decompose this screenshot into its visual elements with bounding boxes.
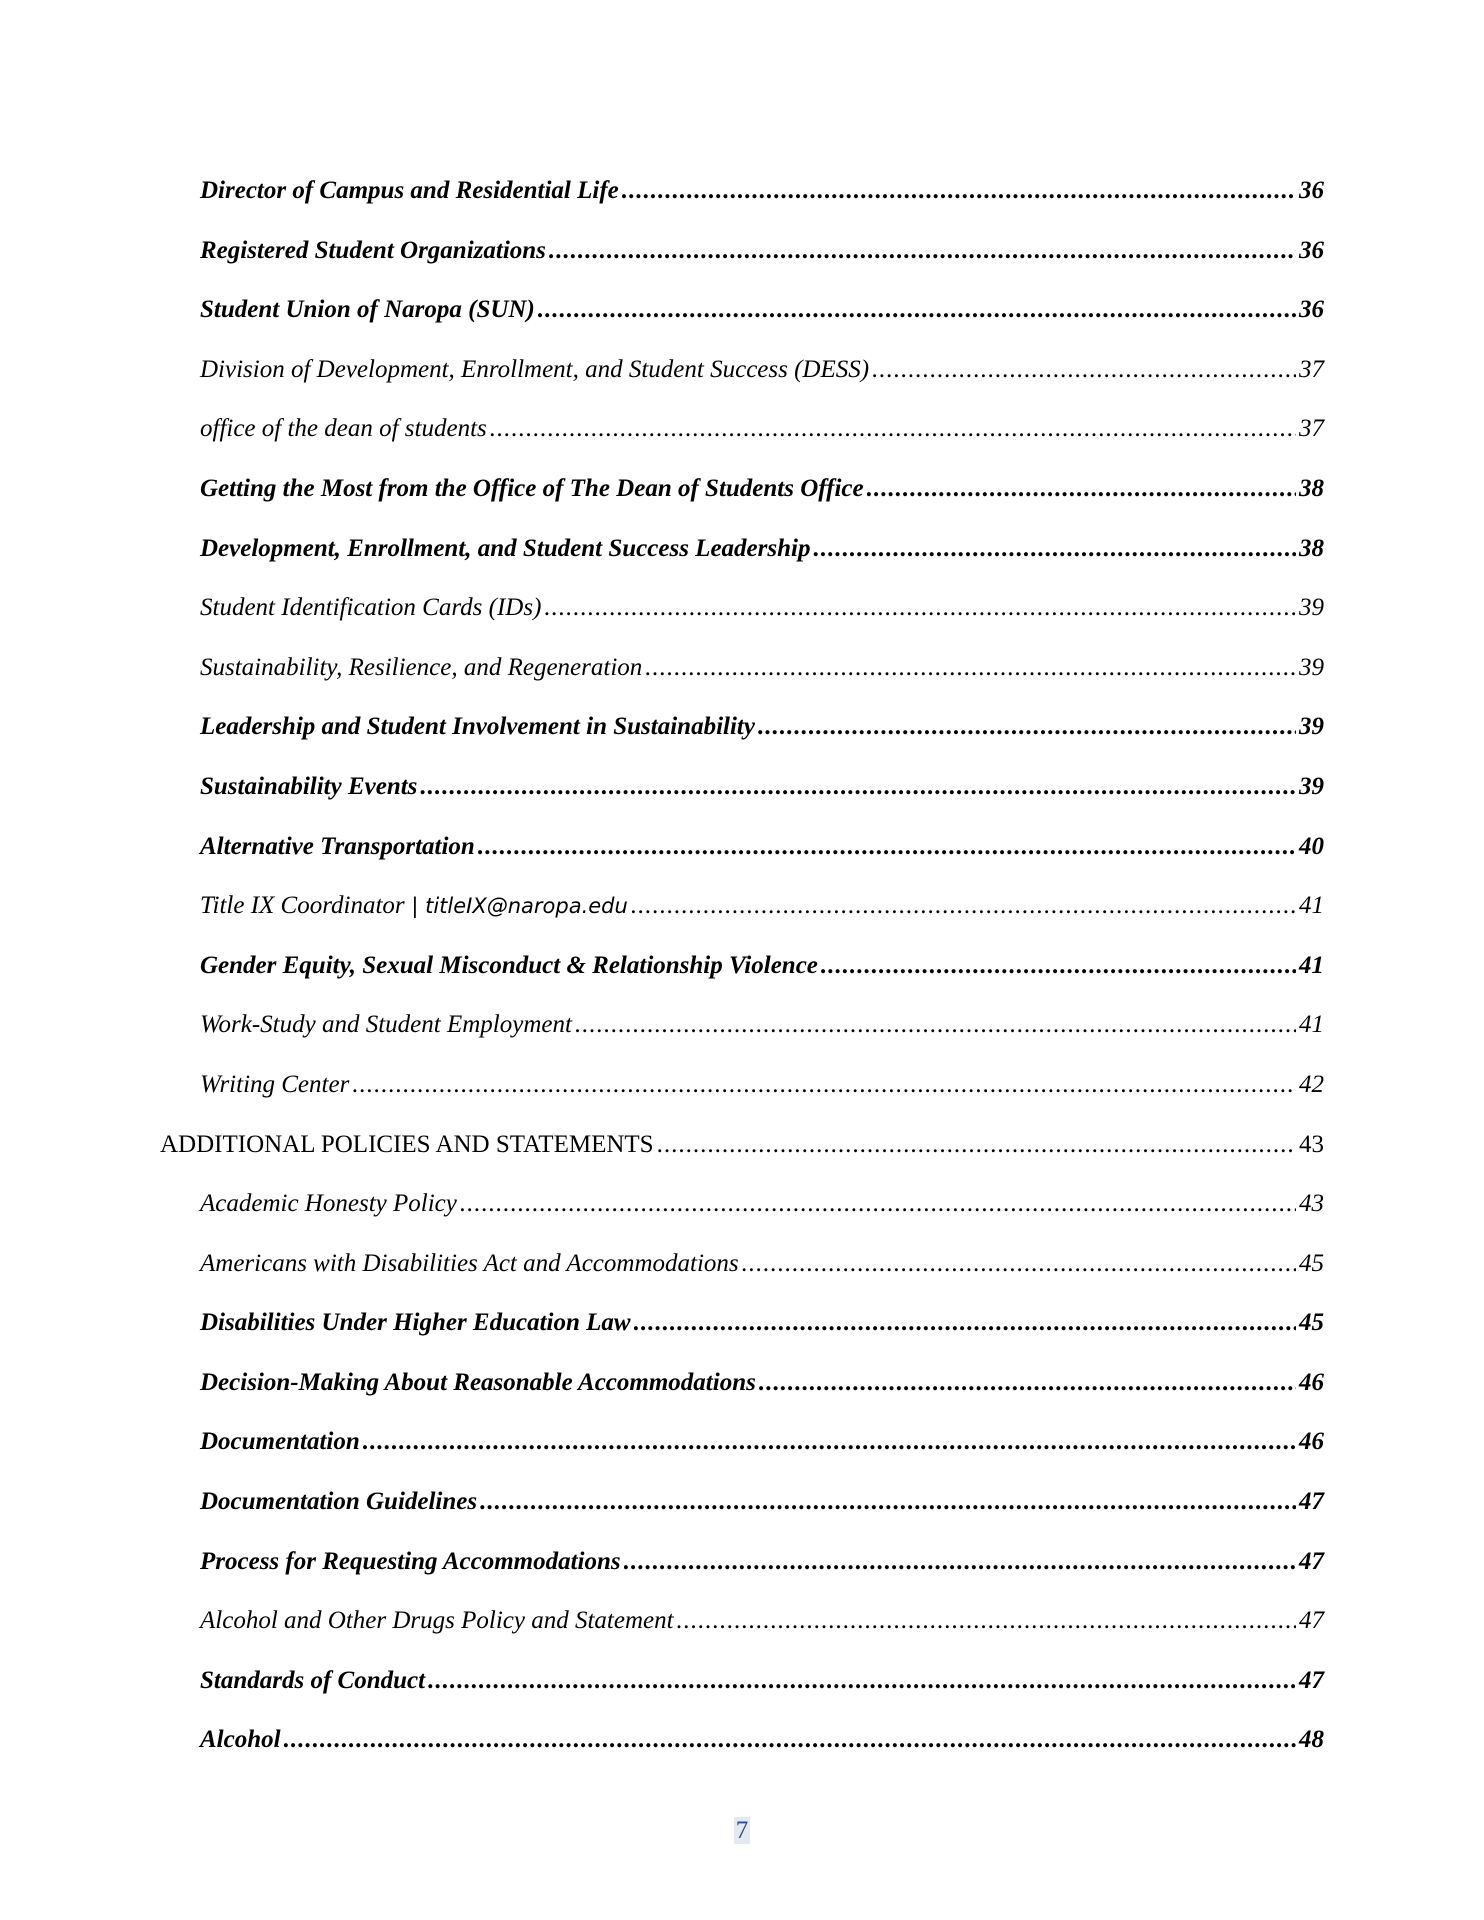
toc-entry-title-text: Director of Campus and Residential Life — [200, 177, 619, 204]
toc-dot-leader — [645, 653, 1296, 683]
toc-entry-page: 40 — [1299, 832, 1324, 860]
toc-entry-page: 48 — [1299, 1726, 1324, 1754]
toc-entry-title — [200, 1725, 281, 1755]
toc-dot-leader — [872, 355, 1296, 385]
toc-entry[interactable] — [0, 1010, 1324, 1070]
toc-entry-title-text: Academic Honesty Policy — [200, 1190, 457, 1218]
toc-entry-title — [200, 1427, 360, 1457]
toc-entry-title — [200, 772, 417, 802]
toc-entry-page: 46 — [1299, 1368, 1324, 1396]
toc-entry-page: 36 — [1299, 296, 1324, 324]
toc-entry[interactable] — [0, 891, 1324, 951]
toc-entry[interactable] — [0, 832, 1324, 892]
table-of-contents — [0, 176, 1484, 1785]
toc-entry-title-text: Student Union of Naropa (SUN) — [200, 296, 535, 324]
toc-entry[interactable] — [0, 534, 1324, 594]
toc-entry-title-text: Documentation Guidelines — [200, 1488, 478, 1516]
toc-entry-title — [200, 1308, 631, 1338]
toc-entry-title — [200, 176, 619, 206]
toc-entry[interactable] — [0, 1249, 1324, 1309]
toc-entry-title-text: Development, Enrollment, and Student Success Leadership — [200, 534, 811, 562]
toc-dot-leader — [813, 534, 1296, 564]
toc-entry-email: | titleIX@naropa.edu — [404, 894, 628, 919]
toc-entry[interactable] — [0, 1725, 1324, 1785]
toc-dot-leader — [352, 1070, 1296, 1100]
toc-entry[interactable] — [0, 593, 1324, 653]
toc-entry[interactable] — [0, 1606, 1324, 1666]
toc-entry-title — [200, 1010, 572, 1040]
toc-entry-title-text: Documentation — [200, 1428, 360, 1456]
toc-entry-title — [200, 712, 755, 742]
toc-dot-leader — [363, 1427, 1296, 1457]
toc-entry[interactable] — [0, 772, 1324, 832]
toc-entry-title — [200, 414, 487, 444]
toc-entry-title — [200, 653, 642, 683]
toc-entry[interactable] — [0, 176, 1324, 236]
toc-entry-title — [200, 951, 818, 981]
toc-dot-leader — [657, 1130, 1296, 1160]
toc-entry-title — [200, 1189, 457, 1219]
toc-entry[interactable] — [0, 236, 1324, 296]
toc-entry-title-text: Leadership and Student Involvement in Sustainability — [200, 713, 755, 741]
toc-entry-title-text: Disabilities Under Higher Education Law — [200, 1309, 631, 1337]
toc-dot-leader — [742, 1249, 1296, 1279]
toc-entry[interactable] — [0, 1547, 1324, 1607]
toc-entry-title — [200, 295, 535, 325]
toc-entry-page: 39 — [1299, 713, 1324, 741]
page-number-label: 7 — [735, 1817, 749, 1844]
toc-entry-page: 38 — [1299, 474, 1324, 502]
toc-entry-title-text: Work-Study and Student Employment — [200, 1011, 572, 1039]
toc-entry-title-text: Sustainability, Resilience, and Regeneration — [200, 653, 643, 681]
toc-entry-title-text: Getting the Most from the Office of The Dean of Students Office — [200, 474, 864, 502]
toc-entry[interactable] — [0, 1666, 1324, 1726]
toc-entry-title-text: Student Identification Cards (IDs) — [200, 594, 542, 622]
toc-entry[interactable] — [0, 1487, 1324, 1547]
toc-entry-title-text: Title IX Coordinator — [200, 892, 405, 920]
toc-entry-page: 37 — [1299, 355, 1324, 383]
toc-entry-title-text: Alcohol — [200, 1726, 281, 1754]
toc-entry-page: 37 — [1299, 415, 1324, 443]
page-number — [0, 1817, 1484, 1845]
toc-entry-title — [200, 1487, 477, 1517]
toc-entry-page: 39 — [1299, 772, 1324, 800]
toc-dot-leader — [549, 236, 1296, 266]
toc-dot-leader — [544, 593, 1296, 623]
toc-entry-title — [200, 1249, 739, 1279]
toc-dot-leader — [428, 1666, 1296, 1696]
toc-entry-title-text: Alcohol and Other Drugs Policy and Statement — [200, 1607, 674, 1635]
toc-dot-leader — [624, 1547, 1296, 1577]
toc-dot-leader — [538, 295, 1296, 325]
toc-entry-title-text: Writing Center — [200, 1070, 350, 1098]
toc-entry-page: 47 — [1299, 1666, 1324, 1694]
toc-entry-page: 39 — [1299, 653, 1324, 681]
toc-entry-page: 39 — [1299, 594, 1324, 622]
toc-entry-title-text: Division of Development, Enrollment, and Student Success (DESS) — [200, 355, 870, 383]
toc-entry-title — [200, 534, 810, 564]
toc-entry-title — [200, 236, 546, 266]
toc-entry-title — [200, 1666, 425, 1696]
toc-dot-leader — [460, 1189, 1296, 1219]
toc-dot-leader — [284, 1725, 1296, 1755]
toc-entry[interactable] — [0, 414, 1324, 474]
toc-entry-page: 38 — [1299, 534, 1324, 562]
toc-entry-title — [200, 355, 869, 385]
toc-dot-leader — [420, 772, 1296, 802]
toc-entry-page: 36 — [1299, 236, 1324, 264]
toc-entry-page: 41 — [1299, 951, 1324, 979]
toc-dot-leader — [759, 1368, 1296, 1398]
toc-dot-leader — [631, 891, 1296, 921]
toc-entry-title — [200, 1547, 621, 1577]
toc-entry[interactable] — [0, 1308, 1324, 1368]
toc-dot-leader — [480, 1487, 1296, 1517]
toc-entry-title-text: Decision-Making About Reasonable Accommodations — [200, 1368, 756, 1396]
toc-entry[interactable] — [0, 1189, 1324, 1249]
toc-entry-title — [200, 593, 541, 623]
toc-entry[interactable] — [0, 1130, 1324, 1190]
toc-entry[interactable] — [0, 355, 1324, 415]
toc-entry-page: 41 — [1299, 892, 1324, 920]
toc-entry-page: 47 — [1299, 1607, 1324, 1635]
toc-entry-title-text: Alternative Transportation — [200, 832, 475, 860]
toc-dot-leader — [758, 712, 1296, 742]
toc-entry[interactable] — [0, 1070, 1324, 1130]
toc-dot-leader — [622, 176, 1296, 206]
toc-entry-page: 45 — [1299, 1249, 1324, 1277]
toc-entry-title — [160, 1130, 654, 1160]
toc-entry-title — [200, 832, 475, 862]
toc-entry-page: 46 — [1299, 1428, 1324, 1456]
toc-entry[interactable] — [0, 295, 1324, 355]
toc-dot-leader — [575, 1010, 1296, 1040]
toc-entry-title — [200, 1606, 674, 1636]
toc-dot-leader — [821, 951, 1296, 981]
toc-entry-title-text: Americans with Disabilities Act and Accommodations — [200, 1249, 739, 1277]
toc-entry-title-text: office of the dean of students — [200, 415, 487, 443]
toc-entry-page: 43 — [1299, 1130, 1324, 1158]
toc-entry-page: 41 — [1299, 1011, 1324, 1039]
toc-entry[interactable] — [0, 1368, 1324, 1428]
toc-entry[interactable] — [0, 712, 1324, 772]
toc-entry[interactable] — [0, 653, 1324, 713]
toc-entry-page: 45 — [1299, 1309, 1324, 1337]
toc-entry[interactable] — [0, 1427, 1324, 1487]
toc-dot-leader — [677, 1606, 1296, 1636]
toc-entry-page: 47 — [1299, 1488, 1324, 1516]
toc-entry-page: 42 — [1299, 1070, 1324, 1098]
toc-dot-leader — [634, 1308, 1296, 1338]
toc-entry-title-text: Gender Equity, Sexual Misconduct & Relationship Violence — [200, 951, 818, 979]
toc-entry-title — [200, 474, 864, 504]
toc-entry-page: 36 — [1299, 177, 1324, 204]
toc-entry-title-text: Registered Student Organizations — [200, 236, 546, 264]
toc-dot-leader — [490, 414, 1296, 444]
toc-entry-page: 47 — [1299, 1547, 1324, 1575]
toc-dot-leader — [867, 474, 1296, 504]
toc-entry-title-text: Sustainability Events — [200, 772, 418, 800]
toc-entry-title — [200, 891, 628, 921]
toc-dot-leader — [478, 832, 1296, 862]
toc-entry-page: 43 — [1299, 1190, 1324, 1218]
toc-entry[interactable] — [0, 951, 1324, 1011]
toc-entry-title-text: Standards of Conduct — [200, 1666, 426, 1694]
toc-entry-title — [200, 1070, 349, 1100]
toc-entry-title — [200, 1368, 756, 1398]
toc-entry-title-text: Process for Requesting Accommodations — [200, 1547, 621, 1575]
toc-entry[interactable] — [0, 474, 1324, 534]
toc-entry-title-text: ADDITIONAL POLICIES AND STATEMENTS — [160, 1130, 654, 1158]
